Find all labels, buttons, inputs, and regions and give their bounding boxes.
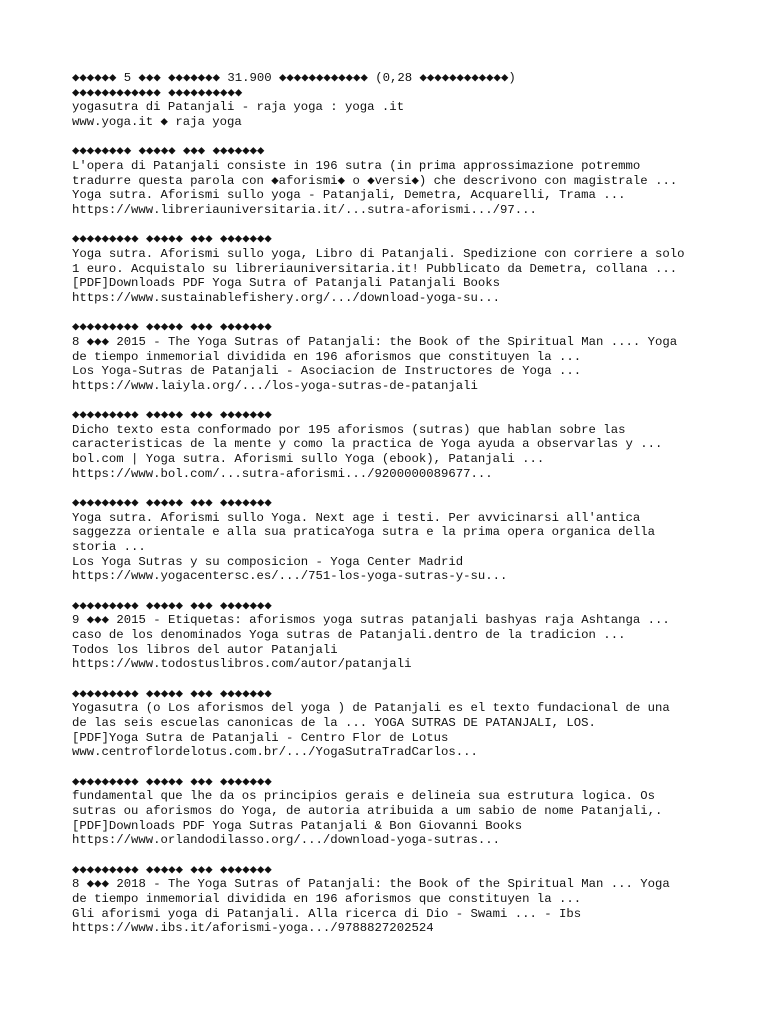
result-title-line: [PDF]Downloads PDF Yoga Sutras Patanjali & Bon Giovanni Books bbox=[72, 818, 523, 833]
result-snippet-line: Yoga sutra. Aforismi sullo Yoga. Next age i testi. Per avvicinarsi all'antica bbox=[72, 510, 641, 525]
result-snippet-line: de tiempo inmemorial dividida en 196 aforismos que constituyen la ... bbox=[72, 349, 582, 364]
result-snippet-line: 1 euro. Acquistalo su libreriauniversitaria.it! Pubblicato da Demetra, collana ... bbox=[72, 261, 678, 276]
result-block-8 bbox=[72, 775, 712, 848]
result-url-line: www.yoga.it ◆ raja yoga bbox=[72, 114, 242, 129]
result-snippet-line: de las seis escuelas canonicas de la ... YOGA SUTRAS DE PATANJALI, LOS. bbox=[72, 715, 596, 730]
result-title-line: Gli aforismi yoga di Patanjali. Alla ricerca di Dio - Swami ... - Ibs bbox=[72, 906, 582, 921]
result-title-line: Los Yoga Sutras y su composicion - Yoga Center Madrid bbox=[72, 554, 464, 569]
result-snippet-line: de tiempo inmemorial dividida en 196 aforismos que constituyen la ... bbox=[72, 891, 582, 906]
result-snippet-line: Dicho texto esta conformado por 195 aforismos (sutras) que hablan sobre las bbox=[72, 422, 626, 437]
garbled-heading-line: ◆◆◆◆◆◆◆◆◆◆◆◆ ◆◆◆◆◆◆◆◆◆◆ bbox=[72, 85, 243, 100]
result-block-1 bbox=[72, 144, 712, 217]
result-snippet-line: Yoga sutra. Aforismi sullo yoga, Libro di Patanjali. Spedizione con corriere a solo bbox=[72, 246, 685, 261]
result-snippet-line: storia ... bbox=[72, 540, 146, 555]
result-snippet-line: 8 ◆◆◆ 2018 - The Yoga Sutras of Patanjali: the Book of the Spiritual Man ... Yoga bbox=[72, 877, 670, 892]
result-url-line: https://www.orlandodilasso.org/.../download-yoga-sutras... bbox=[72, 833, 501, 848]
result-block-5 bbox=[72, 496, 712, 584]
result-snippet-line: L'opera di Patanjali consiste in 196 sutra (in prima approssimazione potremmo bbox=[72, 158, 641, 173]
result-heading-line: ◆◆◆◆◆◆◆◆◆ ◆◆◆◆◆ ◆◆◆ ◆◆◆◆◆◆◆ bbox=[72, 774, 272, 789]
result-block-2 bbox=[72, 232, 712, 305]
result-snippet-line: saggezza orientale e alla sua praticaYoga sutra e la prima opera organica della bbox=[72, 525, 655, 540]
result-heading-line: ◆◆◆◆◆◆◆◆◆ ◆◆◆◆◆ ◆◆◆ ◆◆◆◆◆◆◆ bbox=[72, 320, 272, 335]
result-title-line: bol.com | Yoga sutra. Aforismi sullo Yoga (ebook), Patanjali ... bbox=[72, 452, 545, 467]
result-snippet-line: tradurre questa parola con ◆aforismi◆ o ◆versi◆) che descrivono con magistrale ... bbox=[72, 173, 678, 188]
result-url-line: www.centroflordelotus.com.br/.../YogaSutraTradCarlos... bbox=[72, 745, 478, 760]
result-block-3 bbox=[72, 320, 712, 393]
result-url-line: https://www.yogacentersc.es/.../751-los-yoga-sutras-y-su... bbox=[72, 569, 508, 584]
result-heading-line: ◆◆◆◆◆◆◆◆ ◆◆◆◆◆ ◆◆◆ ◆◆◆◆◆◆◆ bbox=[72, 144, 265, 159]
result-url-line: https://www.libreriauniversitaria.it/...sutra-aforismi.../97... bbox=[72, 202, 537, 217]
result-url-line: https://www.bol.com/...sutra-aforismi.../9200000089677... bbox=[72, 466, 493, 481]
result-heading-line: ◆◆◆◆◆◆◆◆◆ ◆◆◆◆◆ ◆◆◆ ◆◆◆◆◆◆◆ bbox=[72, 408, 272, 423]
result-snippet-line: sutras ou aforismos do Yoga, de autoria atribuida a um sabio de nome Patanjali,. bbox=[72, 803, 663, 818]
result-heading-line: ◆◆◆◆◆◆◆◆◆ ◆◆◆◆◆ ◆◆◆ ◆◆◆◆◆◆◆ bbox=[72, 862, 272, 877]
result-snippet-line: fundamental que lhe da os principios gerais e delineia sua estrutura logica. Os bbox=[72, 789, 655, 804]
result-title-line: [PDF]Downloads PDF Yoga Sutra of Patanjali Patanjali Books bbox=[72, 276, 501, 291]
result-title-line: Yoga sutra. Aforismi sullo yoga - Patanjali, Demetra, Acquarelli, Trama ... bbox=[72, 188, 626, 203]
result-snippet-line: caso de los denominados Yoga sutras de Patanjali.dentro de la tradicion ... bbox=[72, 628, 626, 642]
result-title-line: Los Yoga-Sutras de Patanjali - Asociacion de Instructores de Yoga ... bbox=[72, 364, 582, 379]
result-snippet-line: 8 ◆◆◆ 2015 - The Yoga Sutras of Patanjali: the Book of the Spiritual Man .... Yoga bbox=[72, 334, 678, 349]
result-heading-line: ◆◆◆◆◆◆◆◆◆ ◆◆◆◆◆ ◆◆◆ ◆◆◆◆◆◆◆ bbox=[72, 232, 272, 247]
result-title-line: yogasutra di Patanjali - raja yoga : yoga .it bbox=[72, 100, 405, 115]
result-url-line: https://www.laiyla.org/.../los-yoga-sutras-de-patanjali bbox=[72, 378, 478, 393]
result-heading-line: ◆◆◆◆◆◆◆◆◆ ◆◆◆◆◆ ◆◆◆ ◆◆◆◆◆◆◆ bbox=[72, 598, 272, 613]
result-title-line: Todos los libros del autor Patanjali bbox=[72, 642, 338, 657]
result-heading-line: ◆◆◆◆◆◆◆◆◆ ◆◆◆◆◆ ◆◆◆ ◆◆◆◆◆◆◆ bbox=[72, 496, 272, 511]
result-block-9 bbox=[72, 863, 712, 936]
result-block-4 bbox=[72, 408, 712, 481]
result-stats-block bbox=[72, 71, 712, 129]
result-snippet-line: Yogasutra (o Los aforismos del yoga ) de Patanjali es el texto fundacional de una bbox=[72, 701, 670, 716]
result-block-6 bbox=[72, 599, 712, 672]
result-url-line: https://www.ibs.it/aforismi-yoga.../9788827202524 bbox=[72, 921, 434, 936]
result-url-line: https://www.sustainablefishery.org/.../download-yoga-su... bbox=[72, 290, 501, 305]
result-block-7 bbox=[72, 687, 712, 760]
result-title-line: [PDF]Yoga Sutra de Patanjali - Centro Flor de Lotus bbox=[72, 730, 449, 745]
text-page bbox=[72, 71, 712, 951]
result-url-line: https://www.todostuslibros.com/autor/patanjali bbox=[72, 657, 412, 672]
result-snippet-line: caracteristicas de la mente y como la practica de Yoga ayuda a observarlas y ... bbox=[72, 437, 663, 452]
result-snippet-line: 9 ◆◆◆ 2015 - Etiquetas: aforismos yoga sutras patanjali bashyas raja Ashtanga ... bbox=[72, 613, 670, 628]
result-stats-line: ◆◆◆◆◆◆ 5 ◆◆◆ ◆◆◆◆◆◆◆ 31.900 ◆◆◆◆◆◆◆◆◆◆◆◆ (0,28 ◆◆◆◆◆◆◆◆◆◆◆◆) bbox=[72, 71, 516, 85]
result-heading-line: ◆◆◆◆◆◆◆◆◆ ◆◆◆◆◆ ◆◆◆ ◆◆◆◆◆◆◆ bbox=[72, 686, 272, 701]
